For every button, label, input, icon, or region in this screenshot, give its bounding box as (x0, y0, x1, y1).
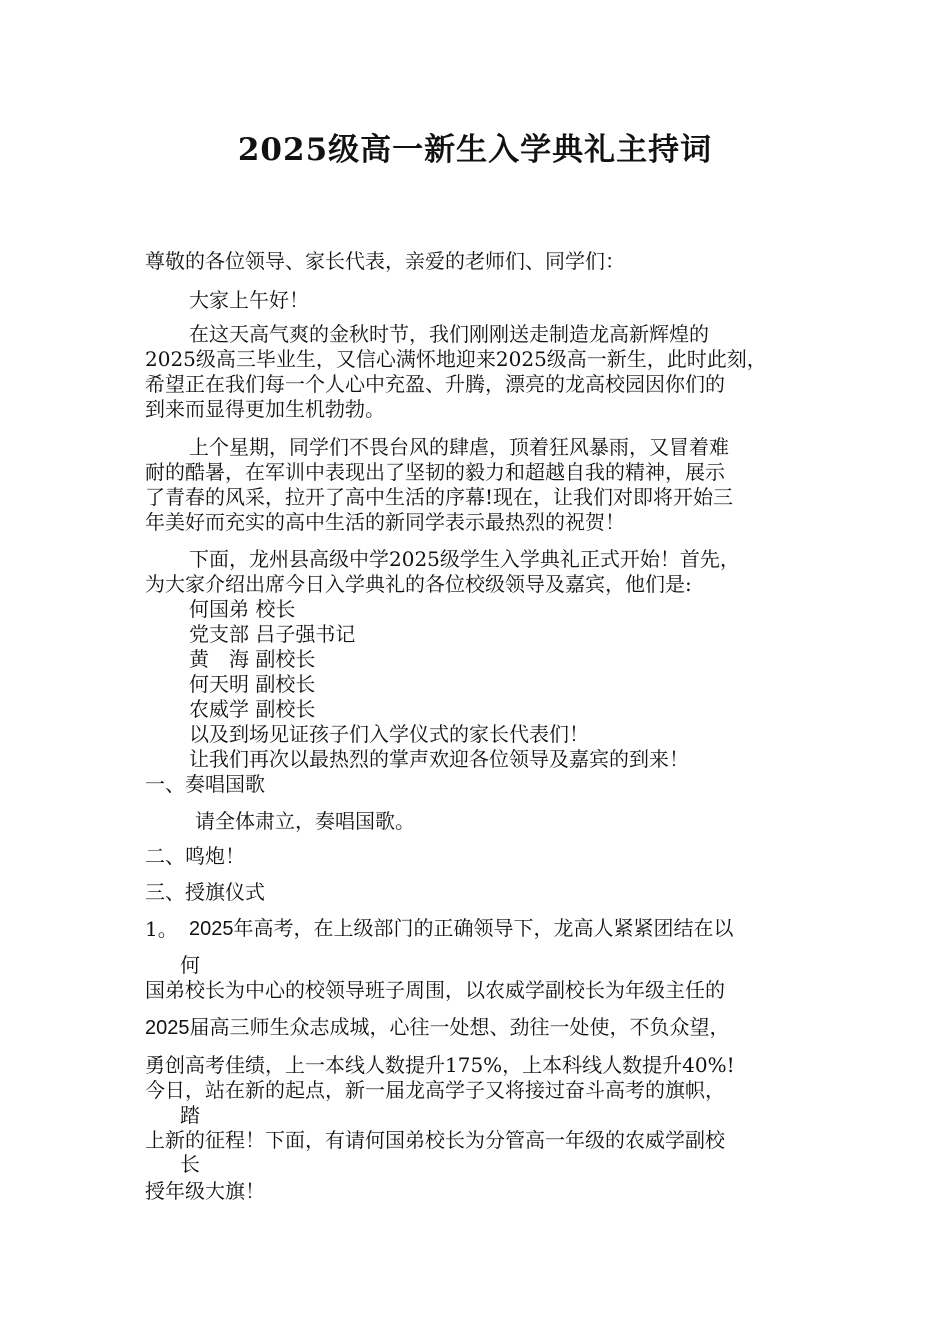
leader-item: 何天明 副校长 (189, 672, 316, 696)
para2-line3: 了青春的风采，拉开了高中生活的序幕!现在，让我们对即将开始三 (145, 485, 734, 509)
item1-line1: 2025年高考，在上级部门的正确领导下，龙高人紧紧团结在以 (189, 918, 734, 940)
item1-line4: 勇创高考佳绩，上一本线人数提升175%，上本科线人数提升40%! (145, 1053, 735, 1077)
item1-wrap1: 何 (180, 953, 200, 977)
para2-line1: 上个星期，同学们不畏台风的肆虐，顶着狂风暴雨，又冒着难 (189, 435, 729, 459)
leader-item: 何国弟 校长 (189, 597, 296, 621)
para1-line1: 在这天高气爽的金秋时节，我们刚刚送走制造龙高新辉煌的 (189, 322, 709, 346)
item1-line6: 上新的征程！下面，有请何国弟校长为分管高一年级的农威学副校 (145, 1128, 725, 1152)
item1-wrap6: 长 (180, 1152, 200, 1176)
para1-line3: 希望正在我们每一个人心中充盈、升腾，漂亮的龙高校园因你们的 (145, 372, 725, 396)
hello-line: 大家上午好！ (189, 288, 309, 312)
document-title: 2025级高一新生入学典礼主持词 (237, 132, 713, 168)
para3-line1: 下面，龙州县高级中学2025级学生入学典礼正式开始！首先， (189, 547, 740, 571)
leader-item: 农威学 副校长 (189, 697, 316, 721)
para3-line2: 为大家介绍出席今日入学典礼的各位校级领导及嘉宾，他们是: (145, 572, 692, 596)
para2-line4: 年美好而充实的高中生活的新同学表示最热烈的祝贺！ (145, 510, 625, 534)
item1-line3: 2025届高三师生众志成城，心往一处想、劲往一处使，不负众望， (145, 1017, 730, 1039)
para2-line2: 耐的酷暑，在军训中表现出了坚韧的毅力和超越自我的精神，展示 (145, 460, 725, 484)
item1-line7: 授年级大旗！ (145, 1179, 265, 1203)
para1-line2: 2025级高三毕业生，又信心满怀地迎来2025级高一新生，此时此刻， (145, 347, 767, 371)
leader-item: 党支部 吕子强书记 (189, 622, 356, 646)
item-number: 1。 (145, 917, 178, 941)
section-heading-salute: 二、鸣炮！ (145, 844, 245, 868)
welcome-line: 让我们再次以最热烈的掌声欢迎各位领导及嘉宾的到来！ (189, 747, 689, 771)
item1-wrap5: 踏 (180, 1103, 200, 1127)
greeting: 尊敬的各位领导、家长代表，亲爱的老师们、同学们： (145, 249, 625, 273)
parents-line: 以及到场见证孩子们入学仪式的家长代表们！ (189, 722, 589, 746)
section-heading-anthem: 一、奏唱国歌 (145, 772, 265, 796)
item1-line5: 今日，站在新的起点，新一届龙高学子又将接过奋斗高考的旗帜， (145, 1078, 725, 1102)
anthem-line: 请全体肃立，奏唱国歌。 (195, 809, 415, 833)
leader-item: 黄 海 副校长 (189, 647, 316, 671)
para1-line4: 到来而显得更加生机勃勃。 (145, 397, 385, 421)
item1-line2: 国弟校长为中心的校领导班子周围，以农威学副校长为年级主任的 (145, 978, 725, 1002)
section-heading-flag: 三、授旗仪式 (145, 880, 265, 904)
